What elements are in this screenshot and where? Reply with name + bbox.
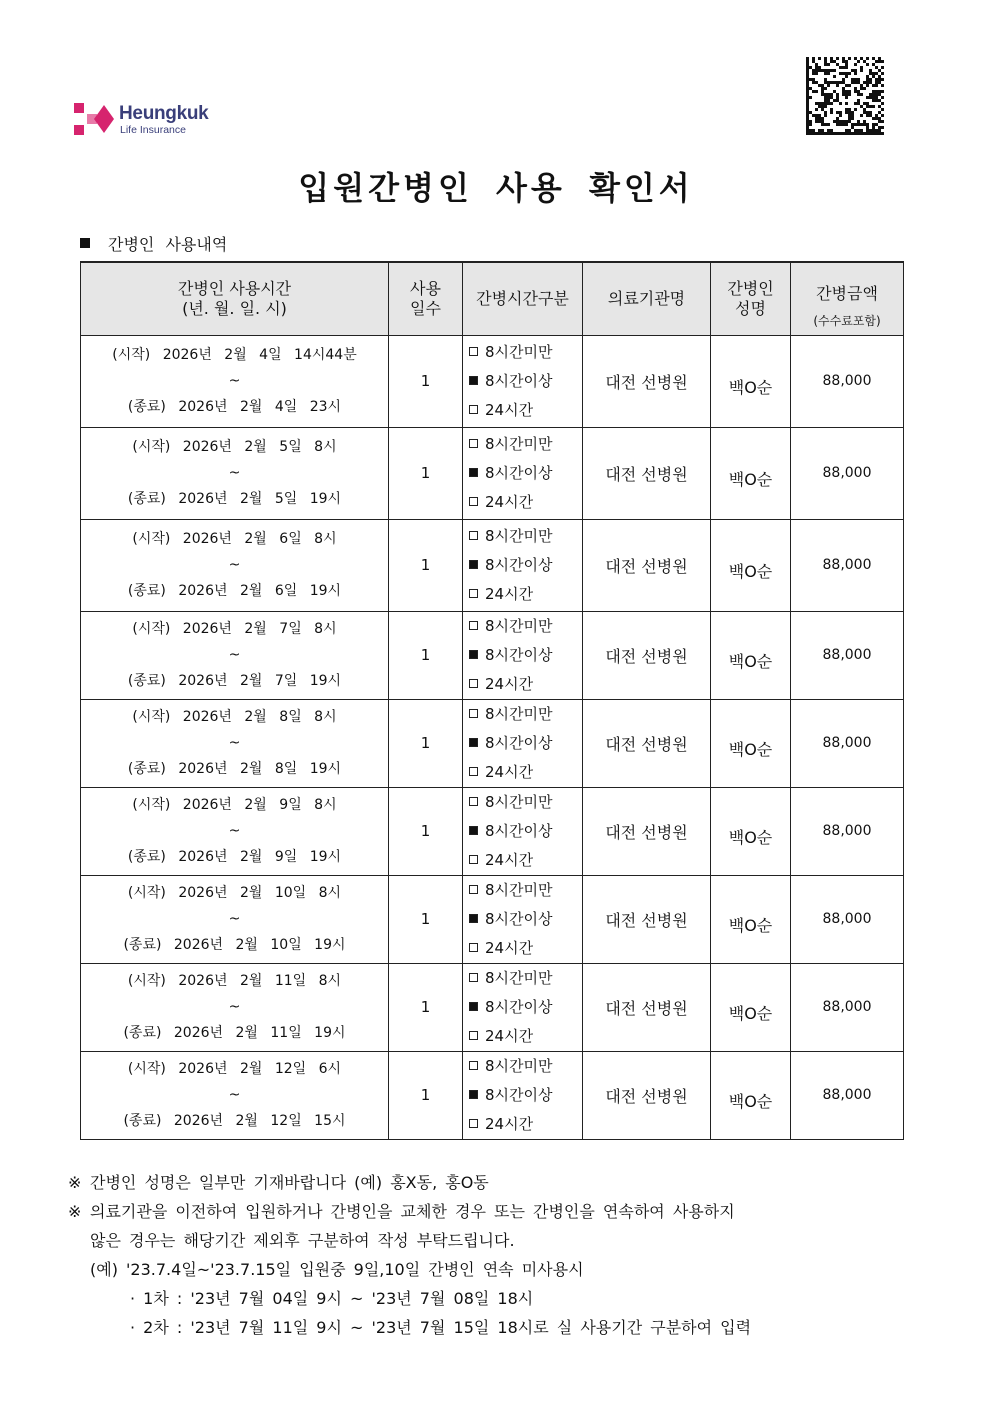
usage-days: 1 xyxy=(389,519,463,611)
header-days: 사용 일수 xyxy=(389,262,463,335)
table-row xyxy=(81,427,904,519)
note-2-cont: 않은 경우는 해당기간 제외후 구분하여 작성 부탁드립니다. xyxy=(90,1231,515,1250)
usage-period xyxy=(81,611,389,699)
unchecked-box-icon xyxy=(469,1061,478,1070)
checked-box-icon xyxy=(469,738,478,747)
care-type-option: 8시간미만 xyxy=(469,788,582,817)
logo-name: Heungkuk xyxy=(119,103,209,124)
table-row xyxy=(81,787,904,875)
unchecked-box-icon xyxy=(469,797,478,806)
care-type-option: 24시간 xyxy=(469,1110,582,1139)
checked-box-icon xyxy=(469,1002,478,1011)
note-1: ※ 간병인 성명은 일부만 기재바랍니다 (예) 홍X동, 홍O동 xyxy=(68,1173,489,1192)
unchecked-box-icon xyxy=(469,767,478,776)
table-row xyxy=(81,611,904,699)
care-type-option: 8시간이상 xyxy=(469,551,582,580)
usage-period xyxy=(81,787,389,875)
care-type-option: 24시간 xyxy=(469,580,582,609)
unchecked-box-icon xyxy=(469,855,478,864)
unchecked-box-icon xyxy=(469,1031,478,1040)
usage-days: 1 xyxy=(389,699,463,787)
care-type xyxy=(463,519,583,611)
table-row xyxy=(81,519,904,611)
caregiver-usage-table xyxy=(80,261,904,1140)
period-start: (시작) 2026년 2월 10일 8시 xyxy=(127,885,342,901)
hospital-name: 대전 선병원 xyxy=(583,963,711,1051)
period-end: (종료) 2026년 2월 12일 15시 xyxy=(123,1113,346,1129)
care-type xyxy=(463,335,583,427)
usage-days: 1 xyxy=(389,1051,463,1139)
period-start: (시작) 2026년 2월 8일 8시 xyxy=(132,709,337,725)
care-type-option: 8시간미만 xyxy=(469,700,582,729)
care-amount: 88,000 xyxy=(791,611,904,699)
checked-box-icon xyxy=(469,650,478,659)
section-title: 간병인 사용내역 xyxy=(108,235,228,254)
header-hospital: 의료기관명 xyxy=(583,262,711,335)
logo-subtitle: Life Insurance xyxy=(120,124,186,136)
caregiver-name: 백O순 xyxy=(711,519,791,611)
care-type-option: 24시간 xyxy=(469,934,582,963)
care-type xyxy=(463,963,583,1051)
period-end: (종료) 2026년 2월 7일 19시 xyxy=(127,673,342,689)
period-tilde: ~ xyxy=(228,373,241,389)
table-row xyxy=(81,699,904,787)
checked-box-icon xyxy=(469,826,478,835)
unchecked-box-icon xyxy=(469,709,478,718)
checked-box-icon xyxy=(469,468,478,477)
period-tilde: ~ xyxy=(228,999,241,1015)
caregiver-name: 백O순 xyxy=(711,427,791,519)
checked-box-icon xyxy=(469,914,478,923)
caregiver-name: 백O순 xyxy=(711,611,791,699)
care-amount: 88,000 xyxy=(791,427,904,519)
care-type-option: 8시간이상 xyxy=(469,1081,582,1110)
care-type-option: 8시간미만 xyxy=(469,1052,582,1081)
header-caregiver-name: 간병인 성명 xyxy=(711,262,791,335)
header-care-type: 간병시간구분 xyxy=(463,262,583,335)
care-type-option: 8시간이상 xyxy=(469,641,582,670)
care-type xyxy=(463,699,583,787)
note-example-1: · 1차 : '23년 7월 04일 9시 ~ '23년 7월 08일 18시 xyxy=(130,1289,534,1308)
period-end: (종료) 2026년 2월 5일 19시 xyxy=(127,491,342,507)
unchecked-box-icon xyxy=(469,973,478,982)
table-row xyxy=(81,335,904,427)
unchecked-box-icon xyxy=(469,621,478,630)
caregiver-name: 백O순 xyxy=(711,963,791,1051)
period-start: (시작) 2026년 2월 12일 6시 xyxy=(127,1061,342,1077)
period-tilde: ~ xyxy=(228,465,241,481)
hospital-name: 대전 선병원 xyxy=(583,787,711,875)
care-type xyxy=(463,427,583,519)
unchecked-box-icon xyxy=(469,439,478,448)
care-type-option: 8시간미만 xyxy=(469,522,582,551)
period-end: (종료) 2026년 2월 10일 19시 xyxy=(123,937,346,953)
period-tilde: ~ xyxy=(228,823,241,839)
period-tilde: ~ xyxy=(228,647,241,663)
care-type-option: 24시간 xyxy=(469,1022,582,1051)
care-amount: 88,000 xyxy=(791,519,904,611)
table-row xyxy=(81,875,904,963)
usage-days: 1 xyxy=(389,335,463,427)
period-start: (시작) 2026년 2월 7일 8시 xyxy=(132,621,337,637)
hospital-name: 대전 선병원 xyxy=(583,875,711,963)
caregiver-name: 백O순 xyxy=(711,787,791,875)
period-end: (종료) 2026년 2월 11일 19시 xyxy=(123,1025,346,1041)
usage-days: 1 xyxy=(389,963,463,1051)
period-tilde: ~ xyxy=(228,1087,241,1103)
period-tilde: ~ xyxy=(228,557,241,573)
usage-period xyxy=(81,875,389,963)
period-end: (종료) 2026년 2월 9일 19시 xyxy=(127,849,342,865)
unchecked-box-icon xyxy=(469,679,478,688)
care-type xyxy=(463,875,583,963)
hospital-name: 대전 선병원 xyxy=(583,335,711,427)
note-2: ※ 의료기관을 이전하여 입원하거나 간병인을 교체한 경우 또는 간병인을 연속하여 사용하지 xyxy=(68,1202,735,1221)
table-row xyxy=(81,963,904,1051)
care-type-option: 8시간이상 xyxy=(469,367,582,396)
period-start: (시작) 2026년 2월 6일 8시 xyxy=(132,531,337,547)
care-amount: 88,000 xyxy=(791,335,904,427)
usage-days: 1 xyxy=(389,427,463,519)
unchecked-box-icon xyxy=(469,885,478,894)
care-amount: 88,000 xyxy=(791,1051,904,1139)
usage-days: 1 xyxy=(389,875,463,963)
usage-period xyxy=(81,1051,389,1139)
checked-box-icon xyxy=(469,560,478,569)
hospital-name: 대전 선병원 xyxy=(583,519,711,611)
care-type-option: 24시간 xyxy=(469,488,582,517)
usage-period xyxy=(81,963,389,1051)
section-heading xyxy=(80,232,227,255)
care-type-option: 8시간미만 xyxy=(469,430,582,459)
care-type-option: 8시간이상 xyxy=(469,729,582,758)
care-type-option: 8시간미만 xyxy=(469,612,582,641)
care-type-option: 8시간미만 xyxy=(469,876,582,905)
period-start: (시작) 2026년 2월 5일 8시 xyxy=(132,439,337,455)
care-type-option: 24시간 xyxy=(469,396,582,425)
checked-box-icon xyxy=(469,376,478,385)
usage-period xyxy=(81,519,389,611)
document-title: 입원간병인 사용 확인서 xyxy=(298,169,694,207)
care-type xyxy=(463,1051,583,1139)
notes xyxy=(68,1168,751,1342)
care-type xyxy=(463,787,583,875)
period-end: (종료) 2026년 2월 4일 23시 xyxy=(127,399,342,415)
care-type-option: 24시간 xyxy=(469,670,582,699)
care-amount: 88,000 xyxy=(791,963,904,1051)
hospital-name: 대전 선병원 xyxy=(583,699,711,787)
caregiver-name: 백O순 xyxy=(711,699,791,787)
care-amount: 88,000 xyxy=(791,875,904,963)
care-type-option: 8시간이상 xyxy=(469,817,582,846)
caregiver-name: 백O순 xyxy=(711,1051,791,1139)
bullet-square-icon xyxy=(80,238,90,248)
care-amount: 88,000 xyxy=(791,787,904,875)
period-start: (시작) 2026년 2월 11일 8시 xyxy=(127,973,342,989)
period-end: (종료) 2026년 2월 6일 19시 xyxy=(127,583,342,599)
period-tilde: ~ xyxy=(228,911,241,927)
note-example: (예) '23.7.4일~'23.7.15일 입원중 9일,10일 간병인 연속 미사용시 xyxy=(90,1260,584,1279)
logo-mark-icon xyxy=(74,101,114,137)
care-amount: 88,000 xyxy=(791,699,904,787)
care-type-option: 8시간미만 xyxy=(469,338,582,367)
usage-days: 1 xyxy=(389,787,463,875)
unchecked-box-icon xyxy=(469,589,478,598)
usage-period xyxy=(81,427,389,519)
unchecked-box-icon xyxy=(469,347,478,356)
unchecked-box-icon xyxy=(469,405,478,414)
unchecked-box-icon xyxy=(469,1119,478,1128)
note-example-2: · 2차 : '23년 7월 11일 9시 ~ '23년 7월 15일 18시로 실 사용기간 구분하여 입력 xyxy=(130,1318,752,1337)
header-period: 간병인 사용시간 (년. 월. 일. 시) xyxy=(81,262,389,335)
unchecked-box-icon xyxy=(469,531,478,540)
company-logo xyxy=(74,101,244,137)
care-type xyxy=(463,611,583,699)
care-type-option: 8시간이상 xyxy=(469,905,582,934)
usage-period xyxy=(81,699,389,787)
table-row xyxy=(81,1051,904,1139)
barcode-icon xyxy=(806,57,884,135)
period-end: (종료) 2026년 2월 8일 19시 xyxy=(127,761,342,777)
care-type-option: 8시간이상 xyxy=(469,993,582,1022)
hospital-name: 대전 선병원 xyxy=(583,611,711,699)
caregiver-name: 백O순 xyxy=(711,335,791,427)
period-start: (시작) 2026년 2월 4일 14시44분 xyxy=(112,347,357,363)
checked-box-icon xyxy=(469,1090,478,1099)
hospital-name: 대전 선병원 xyxy=(583,427,711,519)
unchecked-box-icon xyxy=(469,497,478,506)
usage-period xyxy=(81,335,389,427)
period-tilde: ~ xyxy=(228,735,241,751)
care-type-option: 24시간 xyxy=(469,846,582,875)
caregiver-name: 백O순 xyxy=(711,875,791,963)
period-start: (시작) 2026년 2월 9일 8시 xyxy=(132,797,337,813)
care-type-option: 8시간미만 xyxy=(469,964,582,993)
unchecked-box-icon xyxy=(469,943,478,952)
header-amount: 간병금액 (수수료포함) xyxy=(791,262,904,335)
care-type-option: 8시간이상 xyxy=(469,459,582,488)
usage-days: 1 xyxy=(389,611,463,699)
hospital-name: 대전 선병원 xyxy=(583,1051,711,1139)
care-type-option: 24시간 xyxy=(469,758,582,787)
